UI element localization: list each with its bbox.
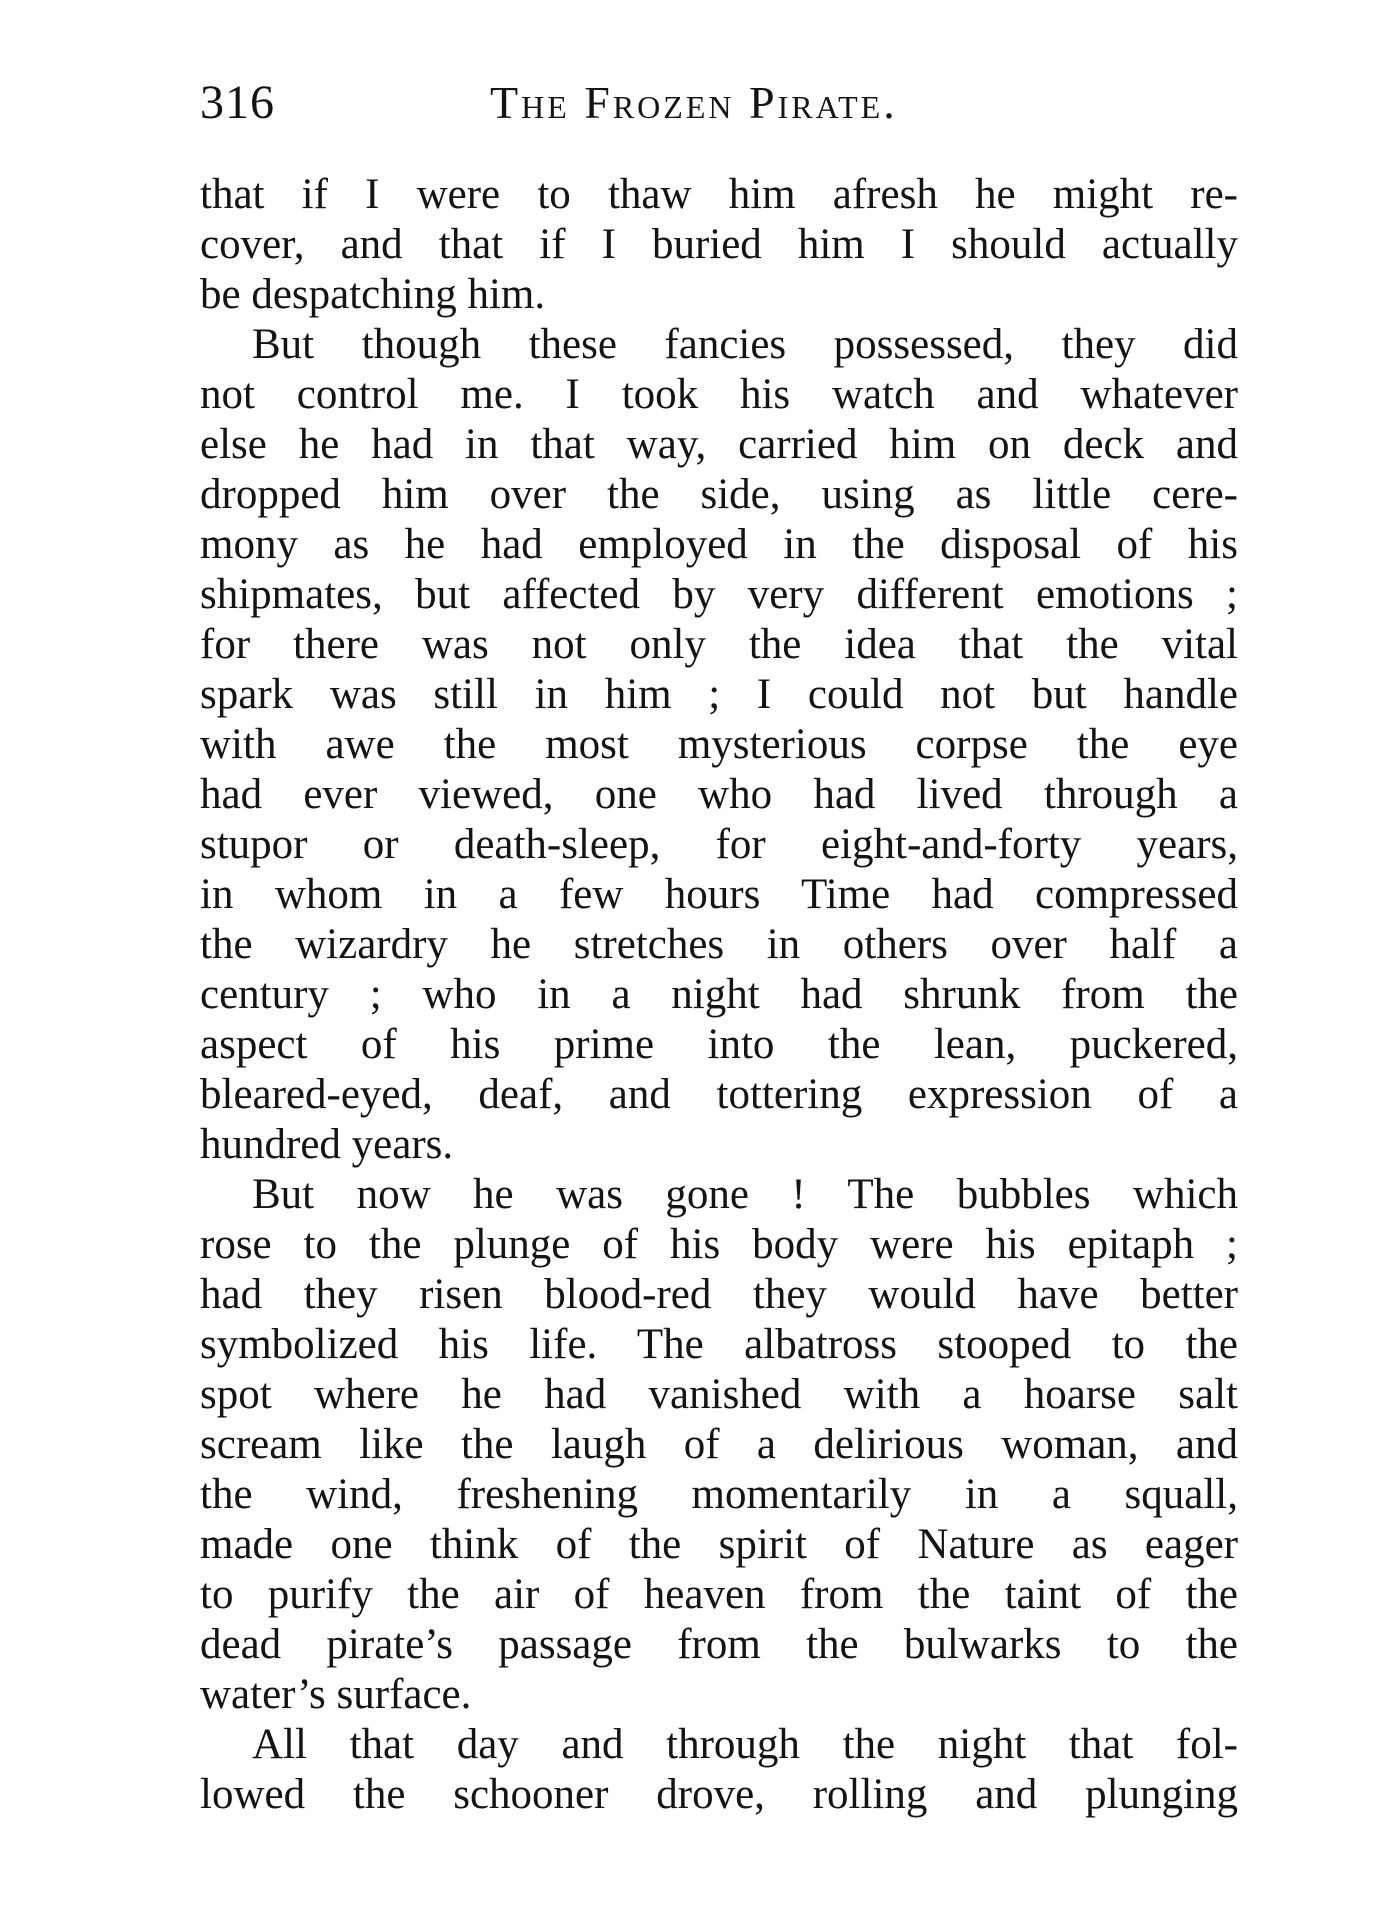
text-line: for there was not only the idea that the vital — [200, 621, 1238, 668]
text-line: the wind, freshening momentarily in a squall, — [200, 1471, 1238, 1518]
text-line: dead pirate’s passage from the bulwarks to the — [200, 1621, 1238, 1668]
text-line: not control me. I took his watch and whatever — [200, 371, 1238, 418]
paragraph — [200, 320, 1238, 1170]
text-line: else he had in that way, carried him on deck and — [200, 421, 1238, 468]
paragraph — [200, 1720, 1238, 1820]
text-line: bleared-eyed, deaf, and tottering expression of a — [200, 1071, 1238, 1118]
text-line: had they risen blood-red they would have better — [200, 1271, 1238, 1318]
text-line: dropped him over the side, using as little cere- — [200, 471, 1238, 518]
text-line: shipmates, but affected by very different emotions ; — [200, 571, 1238, 618]
text-line: be despatching him. — [200, 271, 546, 318]
text-line: symbolized his life. The albatross stooped to the — [200, 1321, 1238, 1368]
text-line: the wizardry he stretches in others over half a — [200, 921, 1238, 968]
text-line: with awe the most mysterious corpse the eye — [200, 721, 1238, 768]
text-line: water’s surface. — [200, 1671, 472, 1718]
text-line: cover, and that if I buried him I should actually — [200, 221, 1238, 268]
text-line: that if I were to thaw him afresh he might re- — [200, 171, 1238, 218]
text-line: But though these fancies possessed, they did — [252, 321, 1238, 368]
running-title: The Frozen Pirate. — [490, 77, 898, 128]
text-line: All that day and through the night that fol- — [252, 1721, 1238, 1768]
text-line: aspect of his prime into the lean, puckered, — [200, 1021, 1238, 1068]
text-line: had ever viewed, one who had lived through a — [200, 771, 1238, 818]
text-line: lowed the schooner drove, rolling and plunging — [200, 1771, 1238, 1818]
text-line: to purify the air of heaven from the taint of the — [200, 1571, 1238, 1618]
paragraph — [200, 1170, 1238, 1720]
text-line: made one think of the spirit of Nature as eager — [200, 1521, 1238, 1568]
text-line: But now he was gone ! The bubbles which — [252, 1171, 1238, 1218]
text-line: mony as he had employed in the disposal of his — [200, 521, 1238, 568]
paragraph — [200, 170, 1238, 320]
text-line: century ; who in a night had shrunk from the — [200, 971, 1238, 1018]
body-text — [200, 170, 1238, 1820]
text-line: rose to the plunge of his body were his epitaph ; — [200, 1221, 1238, 1268]
text-line: stupor or death-sleep, for eight-and-forty years, — [200, 821, 1238, 868]
text-line: scream like the laugh of a delirious woman, and — [200, 1421, 1238, 1468]
text-line: in whom in a few hours Time had compressed — [200, 871, 1238, 918]
text-line: hundred years. — [200, 1121, 454, 1168]
text-line: spot where he had vanished with a hoarse salt — [200, 1371, 1238, 1418]
text-line: spark was still in him ; I could not but handle — [200, 671, 1238, 718]
page-number: 316 — [200, 76, 275, 129]
page-header — [200, 68, 1240, 138]
